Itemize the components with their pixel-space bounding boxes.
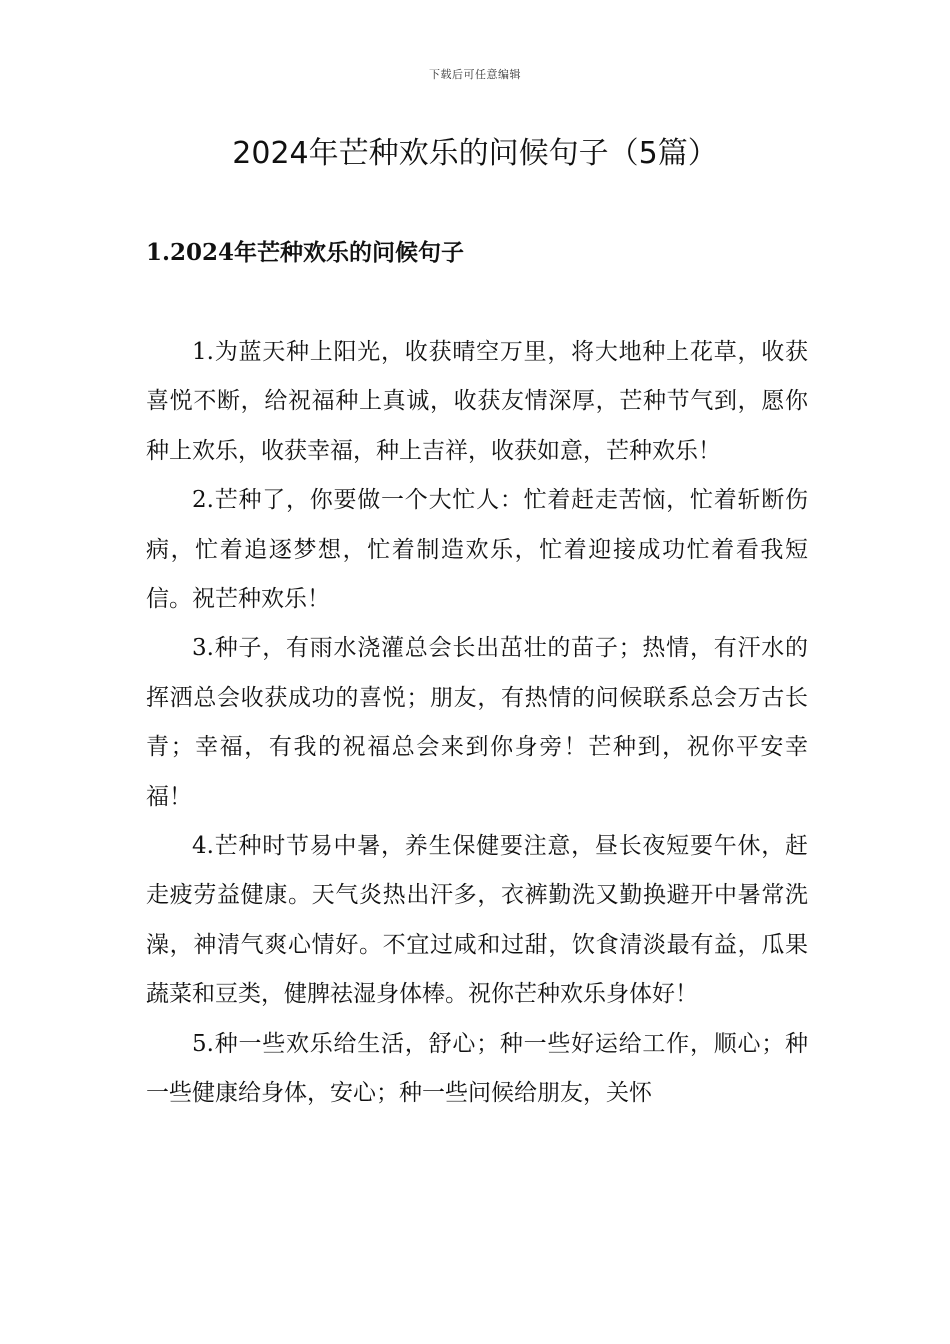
section-heading: 1.2024年芒种欢乐的问候句子 — [146, 239, 465, 266]
paragraph-4: 4.芒种时节易中暑，养生保健要注意，昼长夜短要午休，赶走疲劳益健康。天气炎热出汗多，衣裤勤洗又勤换避开中暑常洗澡，神清气爽心情好。不宜过咸和过甜，饮食清淡最有益，瓜果蔬菜和豆类，健脾祛湿身体棒。祝你芒种欢乐身体好！ — [146, 833, 808, 1008]
document-title: 2024年芒种欢乐的问候句子（5篇） — [232, 136, 718, 171]
paragraph-2: 2.芒种了，你要做一个大忙人：忙着赶走苦恼，忙着斩断伤病，忙着追逐梦想，忙着制造欢乐，忙着迎接成功忙着看我短信。祝芒种欢乐！ — [146, 487, 808, 613]
body-text — [146, 328, 808, 1119]
paragraph-3: 3.种子，有雨水浇灌总会长出茁壮的苗子；热情，有汗水的挥洒总会收获成功的喜悦；朋友，有热情的问候联系总会万古长青；幸福，有我的祝福总会来到你身旁！芒种到，祝你平安幸福！ — [146, 635, 808, 810]
header-note: 下载后可任意编辑 — [429, 68, 521, 81]
paragraph-5: 5.种一些欢乐给生活，舒心；种一些好运给工作，顺心；种一些健康给身体，安心；种一些问候给朋友，关怀 — [146, 1030, 808, 1107]
paragraph-1: 1.为蓝天种上阳光，收获晴空万里，将大地种上花草，收获喜悦不断，给祝福种上真诚，收获友情深厚，芒种节气到，愿你种上欢乐，收获幸福，种上吉祥，收获如意，芒种欢乐！ — [146, 339, 808, 464]
